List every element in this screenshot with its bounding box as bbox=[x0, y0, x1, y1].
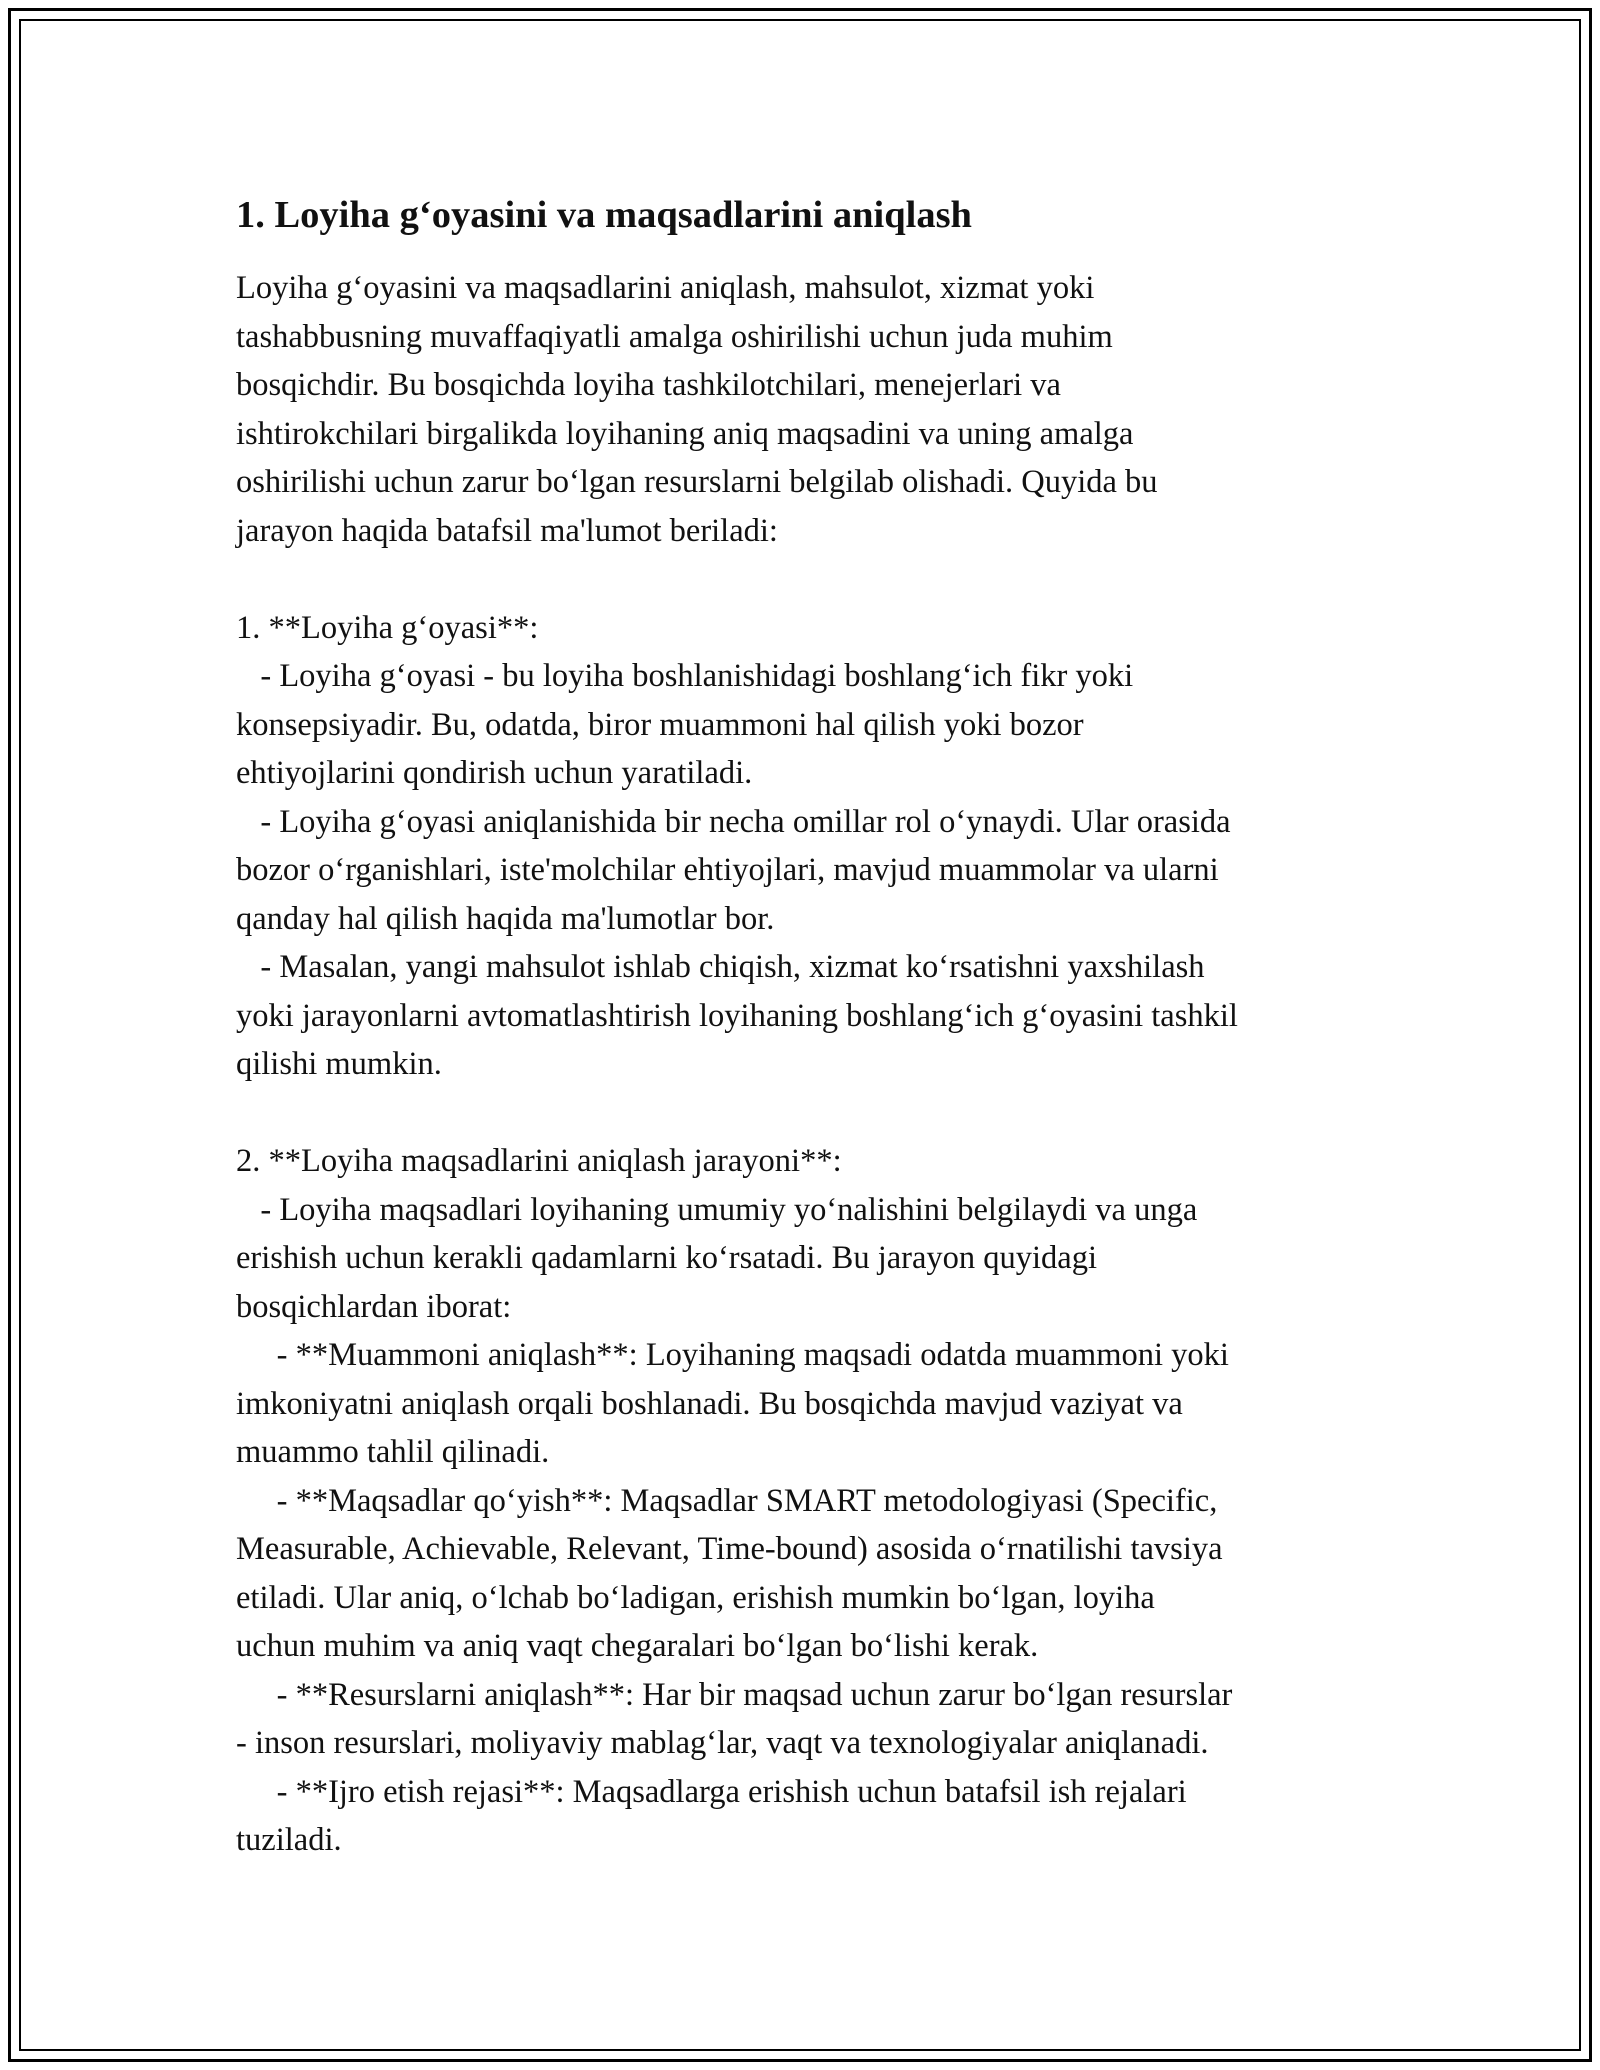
document-content bbox=[236, 188, 1406, 1865]
section-heading: 1. Loyiha g‘oyasini va maqsadlarini aniqlash bbox=[236, 194, 972, 236]
section-body: Loyiha g‘oyasini va maqsadlarini aniqlash, mahsulot, xizmat yoki tashabbusning muvaffaqiyatli amalga oshirilishi uchun juda muhim bosqichdir. Bu bosqichda loyiha tashkilotchilari, menejerlari va ishtirokchilari birgalikda loyihaning aniq maqsadini va uning amalga oshirilishi uchun zarur bo‘lgan resurslarni belgilab olishadi. Quyida bu jarayon haqida batafsil ma'lumot beriladi: 1. **Loyiha g‘oyasi**: - Loyiha g‘oyasi - bu loyiha boshlanishidagi boshlang‘ich fikr yoki konsepsiyadir. Bu, odatda, biror muammoni hal qilish yoki bozor ehtiyojlarini qondirish uchun yaratiladi. - Loyiha g‘oyasi aniqlanishida bir necha omillar rol o‘ynaydi. Ular orasida bozor o‘rganishlari, iste'molchilar ehtiyojlari, mavjud muammolar va ularni qanday hal qilish haqida ma'lumotlar bor. - Masalan, yangi mahsulot ishlab chiqish, xizmat ko‘rsatishni yaxshilash yoki jarayonlarni avtomatlashtirish loyihaning boshlang‘ich g‘oyasini tashkil qilishi mumkin. 2. **Loyiha maqsadlarini aniqlash jarayoni**: - Loyiha maqsadlari loyihaning umumiy yo‘nalishini belgilaydi va unga erishish uchun kerakli qadamlarni ko‘rsatadi. Bu jarayon quyidagi bosqichlardan iborat: - **Muammoni aniqlash**: Loyihaning maqsadi odatda muammoni yoki imkoniyatni aniqlash orqali boshlanadi. Bu bosqichda mavjud vaziyat va muammo tahlil qilinadi. - **Maqsadlar qo‘yish**: Maqsadlar SMART metodologiyasi (Specific, Measurable, Achievable, Relevant, Time-bound) asosida o‘rnatilishi tavsiya etiladi. Ular aniq, o‘lchab bo‘ladigan, erishish mumkin bo‘lgan, loyiha uchun muhim va aniq vaqt chegaralari bo‘lgan bo‘lishi kerak. - **Resurslarni aniqlash**: Har bir maqsad uchun zarur bo‘lgan resurslar - inson resurslari, moliyaviy mablag‘lar, vaqt va texnologiyalar aniqlanadi. - **Ijro etish rejasi**: Maqsadlarga erishish uchun batafsil ish rejalari tuziladi. bbox=[236, 270, 1238, 1858]
